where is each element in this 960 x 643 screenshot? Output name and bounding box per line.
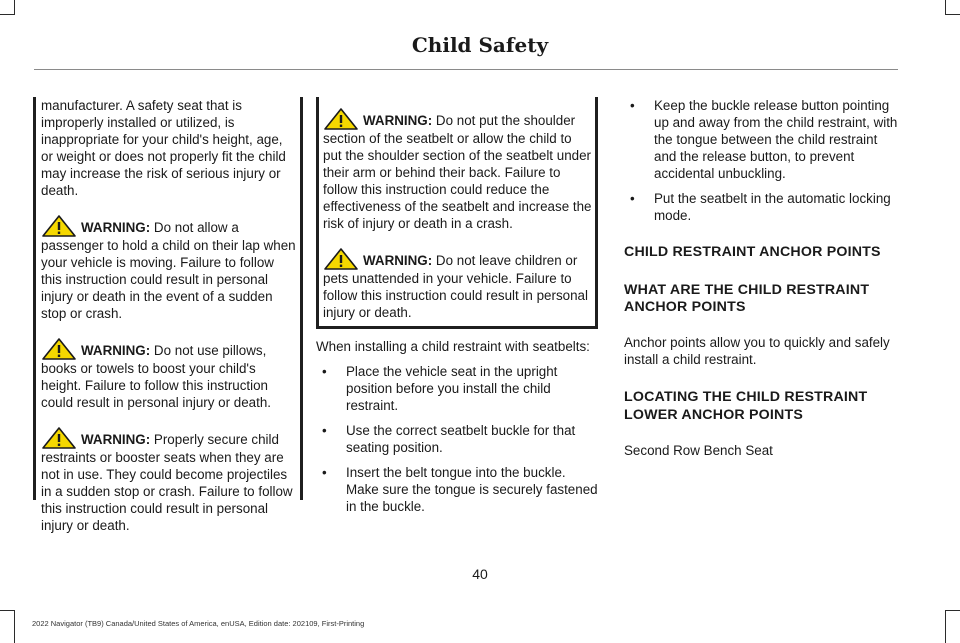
list-item: • Keep the buckle release button pointing up and away from the child restraint, with the tongue between the child restraint and the release button, to prevent accidental unbuckling. [624, 97, 900, 182]
warning-bar-right [300, 97, 303, 500]
list-item: • Insert the belt tongue into the buckle. Make sure the tongue is securely fastened in the buckle. [316, 464, 598, 515]
seat-location-label: Second Row Bench Seat [624, 443, 773, 458]
warning-label: WARNING: [81, 343, 151, 358]
middle-column [316, 338, 598, 523]
warning-block [36, 215, 298, 322]
warning-text: Properly secure child restraints or booster seats when they are not in use. They could become projectiles in a sudden stop or crash. Failure to follow this instruction could result in personal injury or death. [41, 432, 293, 533]
list-item: • Put the seatbelt in the automatic locking mode. [624, 190, 900, 224]
right-column [624, 97, 900, 459]
warning-triangle-icon [41, 215, 77, 237]
subsection-heading: LOCATING THE CHILD RESTRAINT LOWER ANCHOR POINTS [624, 389, 868, 423]
crop-mark-bottom-right [945, 610, 960, 643]
section-heading: CHILD RESTRAINT ANCHOR POINTS [624, 244, 881, 260]
warning-block [323, 248, 593, 321]
warning-block [36, 427, 298, 534]
left-column [36, 97, 298, 534]
warning-block [36, 338, 298, 411]
installation-steps-list [316, 363, 598, 515]
anchor-points-paragraph: Anchor points allow you to quickly and safely install a child restraint. [624, 335, 890, 367]
subsection-heading-wrap [624, 388, 900, 424]
page-title: Child Safety [411, 33, 549, 57]
warning-box [316, 97, 598, 329]
edition-note: 2022 Navigator (TB9) Canada/United States of America, enUSA, Edition date: 202109, First-Printing [32, 619, 365, 628]
warning-block [323, 108, 593, 232]
warning-label: WARNING: [363, 113, 433, 128]
warning-triangle-icon [323, 108, 359, 130]
warning-text: Do not leave children or pets unattended in your vehicle. Failure to follow this instruction could result in personal injury or death. [323, 253, 588, 320]
seatbelt-intro: When installing a child restraint with seatbelts: [316, 339, 590, 354]
warning-label: WARNING: [363, 253, 433, 268]
warning-triangle-icon [41, 427, 77, 449]
list-item: • Use the correct seatbelt buckle for that seating position. [316, 422, 598, 456]
warning-label: WARNING: [81, 220, 151, 235]
left-intro-paragraph: manufacturer. A safety seat that is improperly installed or utilized, is inappropriate for your child's height, age, or weight or does not properly fit the child may increase the risk of serious injury or death. [41, 98, 286, 198]
warning-text: Do not put the shoulder section of the seatbelt or allow the child to put the shoulder section of the seatbelt under their arm or behind their back. Failure to follow this instruction could reduce the effectiveness of the seatbelt and increase the risk of injury or death in a crash. [323, 113, 592, 231]
crop-mark-top-left [0, 0, 15, 15]
warning-triangle-icon [323, 248, 359, 270]
installation-steps-list-continued [624, 97, 900, 224]
warning-text: Do not use pillows, books or towels to boost your child's height. Failure to follow this instruction could result in personal injury or death. [41, 343, 272, 410]
crop-mark-bottom-left [0, 610, 15, 643]
page-number: 40 [472, 566, 488, 582]
warning-triangle-icon [41, 338, 77, 360]
title-divider [34, 69, 898, 70]
subsection-heading: WHAT ARE THE CHILD RESTRAINT ANCHOR POINTS [624, 282, 870, 315]
warning-text: Do not allow a passenger to hold a child on their lap when your vehicle is moving. Failure to follow this instruction could result in personal injury or death in the event of a sudden stop or crash. [41, 220, 296, 321]
list-item: • Place the vehicle seat in the upright position before you install the child restraint. [316, 363, 598, 414]
crop-mark-top-right [945, 0, 960, 15]
warning-label: WARNING: [81, 432, 151, 447]
